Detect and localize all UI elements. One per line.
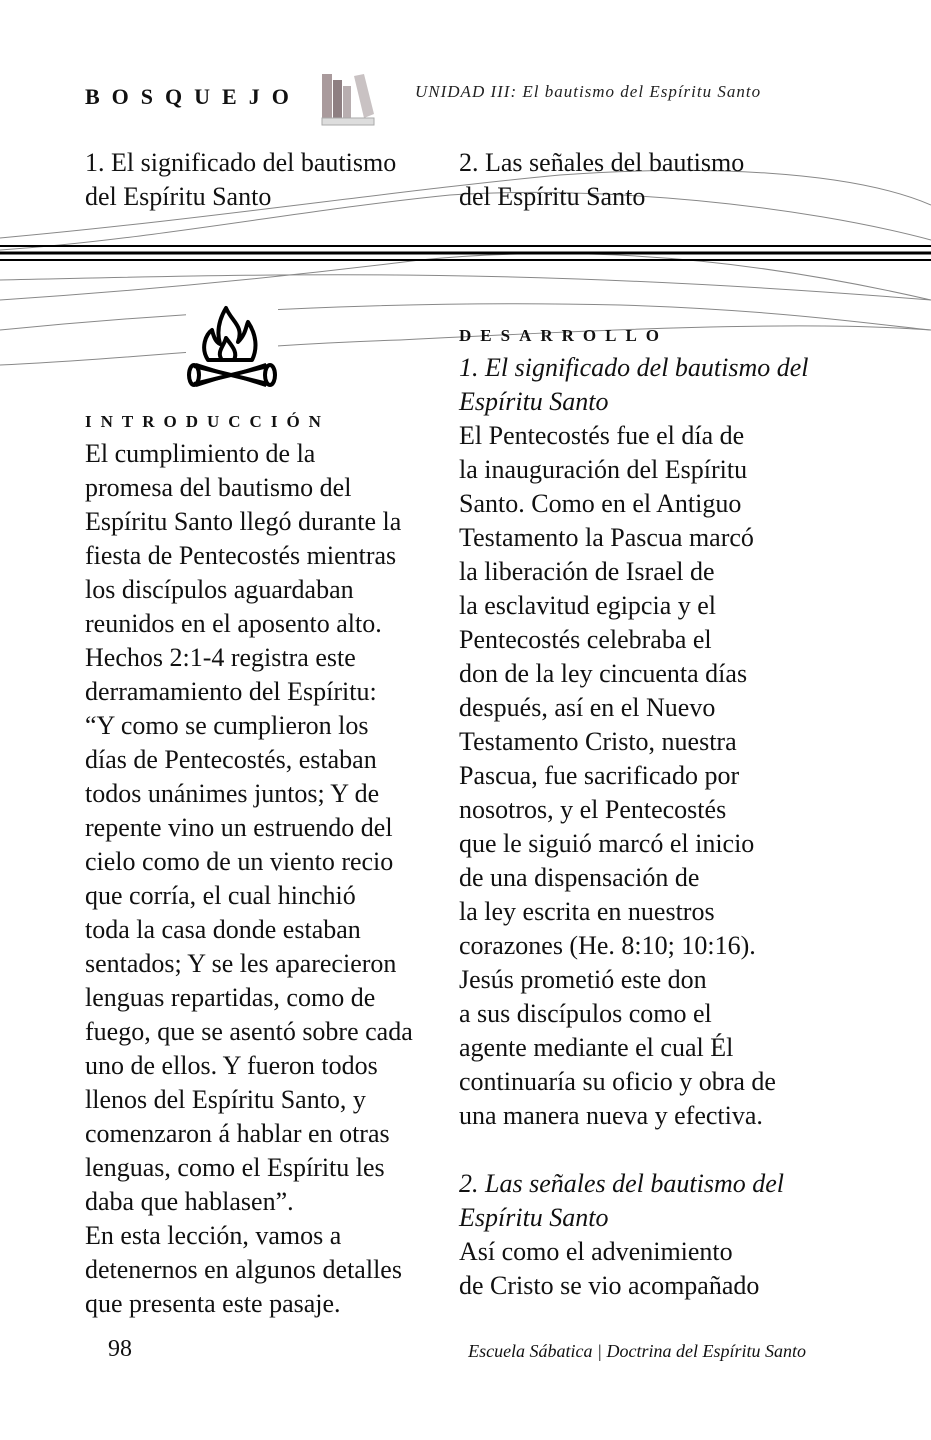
text-line: Así como el advenimiento bbox=[459, 1237, 733, 1266]
text-line: reunidos en el aposento alto. bbox=[85, 609, 382, 638]
text-line: la esclavitud egipcia y el bbox=[459, 591, 717, 620]
introduction-heading: INTRODUCCIÓN bbox=[85, 412, 330, 431]
text-line: de Cristo se vio acompañado bbox=[459, 1271, 760, 1300]
text-line: “Y como se cumplieron los bbox=[85, 711, 369, 740]
text-line: Testamento la Pascua marcó bbox=[459, 523, 754, 552]
text-line: lenguas, como el Espíritu les bbox=[85, 1153, 385, 1182]
text-line: repente vino un estruendo del bbox=[85, 813, 393, 842]
text-line: cielo como de un viento recio bbox=[85, 847, 394, 876]
text-line: Testamento Cristo, nuestra bbox=[459, 727, 737, 756]
text-line: El Pentecostés fue el día de bbox=[459, 421, 745, 450]
text-line: Espíritu Santo bbox=[459, 1203, 609, 1232]
text-line: 2. Las señales del bautismo del bbox=[459, 1169, 784, 1198]
text-line: Jesús prometió este don bbox=[459, 965, 707, 994]
text-line: sentados; Y se les aparecieron bbox=[85, 949, 397, 978]
spacer bbox=[459, 1133, 809, 1167]
text-line: Pentecostés celebraba el bbox=[459, 625, 712, 654]
outline-line: del Espíritu Santo bbox=[85, 182, 272, 211]
text-line: nosotros, y el Pentecostés bbox=[459, 795, 727, 824]
text-line: la ley escrita en nuestros bbox=[459, 897, 715, 926]
text-line: todos unánimes juntos; Y de bbox=[85, 779, 380, 808]
text-line: comenzaron á hablar en otras bbox=[85, 1119, 390, 1148]
books-icon bbox=[320, 72, 376, 126]
outline-line: 2. Las señales del bautismo bbox=[459, 148, 745, 177]
text-line: de una dispensación de bbox=[459, 863, 700, 892]
text-line: toda la casa donde estaban bbox=[85, 915, 361, 944]
text-line: Espíritu Santo llegó durante la bbox=[85, 507, 402, 536]
development-body bbox=[459, 351, 809, 1303]
text-line: Espíritu Santo bbox=[459, 387, 609, 416]
text-line: a sus discípulos como el bbox=[459, 999, 712, 1028]
introduction-body bbox=[85, 437, 413, 1321]
section-label: BOSQUEJO bbox=[85, 84, 301, 109]
unit-title: UNIDAD III: El bautismo del Espíritu Santo bbox=[415, 82, 762, 101]
text-line: promesa del bautismo del bbox=[85, 473, 352, 502]
text-line: Hechos 2:1-4 registra este bbox=[85, 643, 356, 672]
text-line: la liberación de Israel de bbox=[459, 557, 715, 586]
text-line: que corría, el cual hinchió bbox=[85, 881, 356, 910]
text-line: daba que hablasen”. bbox=[85, 1187, 294, 1216]
text-line: corazones (He. 8:10; 10:16). bbox=[459, 931, 756, 960]
text-line: El cumplimiento de la bbox=[85, 439, 316, 468]
text-line: lenguas repartidas, como de bbox=[85, 983, 376, 1012]
outline-line: del Espíritu Santo bbox=[459, 182, 646, 211]
text-line: que le siguió marcó el inicio bbox=[459, 829, 755, 858]
footer-book-title: Escuela Sábatica | Doctrina del Espíritu Santo bbox=[468, 1341, 806, 1361]
text-line: don de la ley cincuenta días bbox=[459, 659, 748, 688]
text-line: una manera nueva y efectiva. bbox=[459, 1101, 763, 1130]
text-line: la inauguración del Espíritu bbox=[459, 455, 748, 484]
text-line: que presenta este pasaje. bbox=[85, 1289, 341, 1318]
text-line: agente mediante el cual Él bbox=[459, 1033, 734, 1062]
text-line: detenernos en algunos detalles bbox=[85, 1255, 402, 1284]
text-line: continuaría su oficio y obra de bbox=[459, 1067, 776, 1096]
page-number: 98 bbox=[108, 1336, 132, 1362]
text-line: los discípulos aguardaban bbox=[85, 575, 354, 604]
text-line: Pascua, fue sacrificado por bbox=[459, 761, 740, 790]
development-heading: DESARROLLO bbox=[459, 326, 669, 345]
text-line: fuego, que se asentó sobre cada bbox=[85, 1017, 413, 1046]
outline-item-2 bbox=[459, 146, 744, 214]
text-line: después, así en el Nuevo bbox=[459, 693, 716, 722]
campfire-icon bbox=[186, 304, 278, 394]
text-line: derramamiento del Espíritu: bbox=[85, 677, 377, 706]
text-line: 1. El significado del bautismo del bbox=[459, 353, 809, 382]
text-line: En esta lección, vamos a bbox=[85, 1221, 342, 1250]
text-line: Santo. Como en el Antiguo bbox=[459, 489, 742, 518]
text-line: días de Pentecostés, estaban bbox=[85, 745, 377, 774]
text-line: fiesta de Pentecostés mientras bbox=[85, 541, 397, 570]
outline-item-1 bbox=[85, 146, 396, 214]
text-line: llenos del Espíritu Santo, y bbox=[85, 1085, 366, 1114]
outline-line: 1. El significado del bautismo bbox=[85, 148, 397, 177]
text-line: uno de ellos. Y fueron todos bbox=[85, 1051, 378, 1080]
